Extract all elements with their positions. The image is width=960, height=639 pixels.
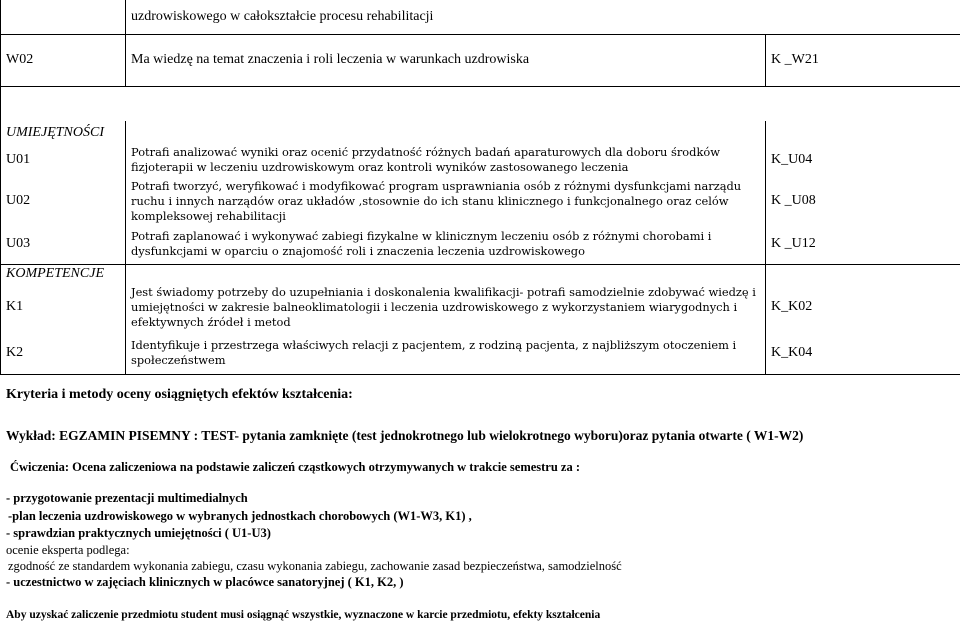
table-row [1,34,960,86]
empty-cell [1,0,126,34]
criteria-item: - uczestnictwo w zajęciach klinicznych w placówce sanatoryjnej ( K1, K2, ) [6,575,404,589]
table-row [1,141,960,178]
outcome-text: Jest świadomy potrzeby do uzupełniania i doskonalenia kwalifikacji- potrafi samodzielnie zdobywać wiedzę i umiejętności w zakresie balneoklimatologii i leczenia uzdrowiskowego z wykorzystaniem wiarygodnych i efektywnych źródeł i metod [126,282,766,332]
table-row [1,224,960,264]
criteria-item: zgodność ze standardem wykonania zabiegu, czasu wykonania zabiegu, zachowanie zasad bezpieczeństwa, samodzielność [8,559,622,573]
outcome-text: Potrafi tworzyć, weryfikować i modyfikować program usprawniania osób z różnymi dysfunkcjami narządu ruchu i innych narządów oraz układów ,stosownie do ich stanu klinicznego i funkcjonalnego oraz celów kompleksowej rehabilitacji [126,178,766,224]
table-row [1,121,960,141]
table-row [1,332,960,374]
table-row [1,282,960,332]
outcome-code: W02 [1,34,126,86]
outcome-ref: K _W21 [766,34,960,86]
outcome-ref: K _U08 [766,178,960,224]
outcome-code: K2 [1,332,126,374]
criteria-title: Kryteria i metody oceny osiągniętych efektów kształcenia: [6,387,353,402]
criteria-item: - przygotowanie prezentacji multimedialnych [6,491,248,505]
outcome-ref: K_K04 [766,332,960,374]
outcome-code: K1 [1,282,126,332]
table-row [1,86,960,121]
section-header: UMIEJĘTNOŚCI [1,121,126,141]
exercises-line: Ćwiczenia: Ocena zaliczeniowa na podstawie zaliczeń cząstkowych otrzymywanych w trakcie semestru za : [10,460,581,474]
final-requirement: Aby uzyskać zaliczenie przedmiotu student musi osiągnąć wszystkie, wyznaczone w karcie przedmiotu, efekty kształcenia [6,609,601,621]
outcome-text: Identyfikuje i przestrzega właściwych relacji z pacjentem, z rodziną pacjenta, z najbliższym otoczeniem i społeczeństwem [126,332,766,374]
criteria-item: -plan leczenia uzdrowiskowego w wybranych jednostkach chorobowych (W1-W3, K1) , [8,509,472,523]
outcome-code: U01 [1,141,126,178]
lecture-exam-line: Wykład: EGZAMIN PISEMNY : TEST- pytania zamknięte (test jednokrotnego lub wielokrotnego wyboru)oraz pytania otwarte ( W1-W2) [6,428,804,443]
table-row [1,264,960,282]
outcome-ref: K_K02 [766,282,960,332]
table-row [1,0,960,34]
criteria-item: - sprawdzian praktycznych umiejętności ( U1-U3) [6,526,271,540]
outcome-ref: K_U04 [766,141,960,178]
outcome-ref: K _U12 [766,224,960,264]
outcome-text: Potrafi analizować wyniki oraz ocenić przydatność różnych badań aparaturowych dla doboru środków fizjoterapii w leczeniu uzdrowiskowym oraz kontroli wyników zastosowanego leczenia [126,141,766,178]
outcome-text: Ma wiedzę na temat znaczenia i roli leczenia w warunkach uzdrowiska [126,34,766,86]
section-header: KOMPETENCJE [1,264,126,282]
top-row-text: uzdrowiskowego w całokształcie procesu rehabilitacji [126,0,960,34]
outcome-text: Potrafi zaplanować i wykonywać zabiegi fizykalne w klinicznym leczeniu osób z różnymi chorobami i dysfunkcjami w oparciu o znajomość roli i znaczenia leczenia uzdrowiskowego [126,224,766,264]
outcome-code: U03 [1,224,126,264]
table-row [1,178,960,224]
outcome-code: U02 [1,178,126,224]
criteria-item: ocenie eksperta podlega: [6,543,130,557]
